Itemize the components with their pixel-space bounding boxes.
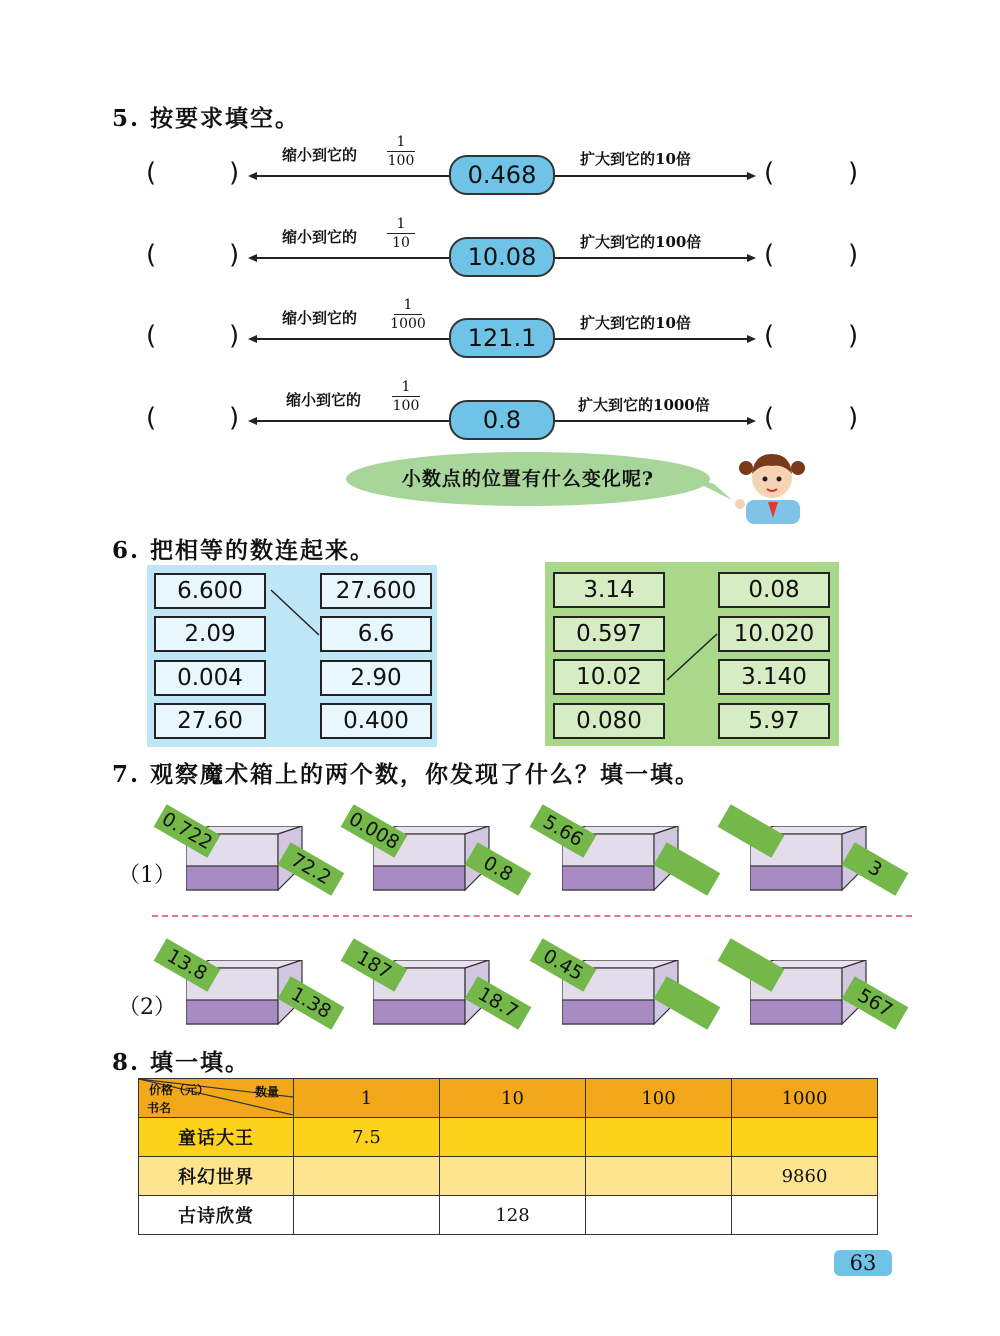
answer-paren-close: ) [229, 240, 240, 270]
answer-paren-close: ) [848, 403, 859, 433]
table-row [139, 1118, 878, 1157]
expand-label: 扩大到它的10倍 [580, 150, 691, 168]
corner-price-label: 价格（元） [149, 1083, 210, 1097]
shrink-label: 缩小到它的 [282, 228, 358, 246]
answer-paren-open: ( [764, 321, 775, 351]
book-name: 科幻世界 [139, 1157, 294, 1196]
input-tag: 5.66 [530, 804, 597, 858]
number-box[interactable]: 6.600 [154, 573, 266, 609]
number-box[interactable]: 0.400 [320, 703, 432, 739]
magic-box [157, 807, 335, 900]
fraction: 1 100 [387, 134, 415, 169]
corner-name-label: 书名 [147, 1101, 172, 1115]
arrow-line [256, 175, 450, 177]
arrow-line [256, 257, 450, 259]
connect-line [545, 562, 839, 746]
table-cell-blank[interactable] [586, 1157, 732, 1196]
shrink-label: 缩小到它的 [286, 391, 362, 409]
output-tag: 567 [842, 976, 909, 1030]
fraction: 1 1000 [390, 297, 426, 332]
magic-box [750, 826, 886, 900]
table-cell-blank[interactable] [294, 1196, 440, 1235]
table-cell-blank[interactable] [294, 1157, 440, 1196]
answer-paren-close: ) [848, 321, 859, 351]
girl-illustration [732, 446, 812, 524]
q8-heading: 8. 填一填。 [112, 1049, 251, 1076]
number-box[interactable]: 6.6 [320, 616, 432, 652]
arrow-line [555, 175, 747, 177]
corner-cell [139, 1079, 294, 1118]
magic-box [750, 960, 897, 1034]
output-tag: 72.2 [278, 842, 345, 896]
arrow-right-icon [747, 335, 756, 343]
arrow-line [555, 420, 747, 422]
answer-paren-open: ( [764, 403, 775, 433]
book-name: 童话大王 [139, 1118, 294, 1157]
q5-heading: 5. 按要求填空。 [112, 105, 301, 132]
arrow-line [555, 257, 747, 259]
number-box[interactable]: 10.020 [718, 616, 830, 652]
arrow-line [256, 338, 450, 340]
magic-box [539, 810, 686, 900]
number-box[interactable]: 0.004 [154, 660, 266, 696]
corner-qty-label: 数量 [255, 1085, 280, 1099]
magic-box [539, 944, 686, 1034]
value-oval: 121.1 [449, 318, 555, 358]
expand-label: 扩大到它的10倍 [580, 314, 691, 332]
answer-paren-open: ( [146, 158, 157, 188]
arrow-right-icon [747, 417, 756, 425]
answer-paren-open: ( [146, 321, 157, 351]
answer-paren-open: ( [146, 403, 157, 433]
row2-label: （2） [118, 995, 176, 1020]
answer-paren-close: ) [848, 240, 859, 270]
magic-box [344, 807, 517, 900]
number-box[interactable]: 0.080 [553, 703, 665, 739]
input-tag: 0.45 [530, 938, 597, 992]
input-tag: 0.008 [341, 804, 408, 858]
blue-panel [147, 565, 437, 747]
input-tag: 13.8 [154, 938, 221, 992]
output-tag: 18.7 [465, 976, 532, 1030]
q7-heading: 7. 观察魔术箱上的两个数，你发现了什么？填一填。 [112, 761, 701, 788]
fraction: 1 100 [392, 379, 420, 414]
number-box[interactable]: 3.140 [718, 659, 830, 695]
table-cell: 9860 [732, 1157, 878, 1196]
answer-paren-close: ) [229, 321, 240, 351]
shrink-label: 缩小到它的 [282, 309, 358, 327]
table-cell-blank[interactable] [732, 1118, 878, 1157]
input-tag: 187 [341, 938, 408, 992]
answer-paren-close: ) [229, 158, 240, 188]
answer-paren-open: ( [146, 240, 157, 270]
green-panel [545, 562, 839, 746]
fraction: 1 10 [381, 216, 421, 251]
value-oval: 10.08 [449, 237, 555, 277]
output-tag: 1.38 [278, 976, 345, 1030]
answer-paren-close: ) [848, 158, 859, 188]
price-table [138, 1078, 878, 1235]
number-box[interactable]: 27.600 [320, 573, 432, 609]
input-tag: 0.722 [154, 804, 221, 858]
shrink-label: 缩小到它的 [282, 146, 358, 164]
table-cell-blank[interactable] [440, 1157, 586, 1196]
book-name: 古诗欣赏 [139, 1196, 294, 1235]
magic-box [352, 946, 522, 1034]
table-row [139, 1157, 878, 1196]
table-row [139, 1196, 878, 1235]
arrow-line [555, 338, 747, 340]
row1-label: （1） [118, 863, 176, 888]
number-box[interactable]: 0.597 [553, 616, 665, 652]
speech-bubble: 小数点的位置有什么变化呢? [346, 452, 710, 506]
table-cell: 7.5 [294, 1118, 440, 1157]
column-header: 100 [586, 1079, 732, 1118]
number-box[interactable]: 2.09 [154, 616, 266, 652]
number-box[interactable]: 3.14 [553, 572, 665, 608]
table-cell: 128 [440, 1196, 586, 1235]
number-box[interactable]: 27.60 [154, 703, 266, 739]
answer-paren-open: ( [764, 158, 775, 188]
table-cell-blank[interactable] [586, 1196, 732, 1235]
arrow-right-icon [747, 172, 756, 180]
table-header-row [139, 1079, 878, 1118]
number-box[interactable]: 2.90 [320, 660, 432, 696]
answer-paren-open: ( [764, 240, 775, 270]
divider-dashed [152, 915, 912, 917]
column-header: 10 [440, 1079, 586, 1118]
expand-label: 扩大到它的1000倍 [578, 396, 710, 414]
number-box[interactable]: 5.97 [718, 703, 830, 739]
column-header: 1 [294, 1079, 440, 1118]
output-tag: 0.8 [465, 842, 532, 896]
arrow-line [256, 420, 450, 422]
table-cell-blank[interactable] [586, 1118, 732, 1157]
value-oval: 0.468 [449, 155, 555, 195]
q6-heading: 6. 把相等的数连起来。 [112, 537, 376, 564]
column-header: 1000 [732, 1079, 878, 1118]
value-oval: 0.8 [449, 400, 555, 440]
number-box[interactable]: 0.08 [718, 572, 830, 608]
page-number: 63 [834, 1250, 892, 1276]
number-box[interactable]: 10.02 [553, 659, 665, 695]
answer-paren-close: ) [229, 403, 240, 433]
magic-box [163, 944, 335, 1034]
arrow-right-icon [747, 254, 756, 262]
expand-label: 扩大到它的100倍 [580, 233, 702, 251]
table-cell-blank[interactable] [440, 1118, 586, 1157]
connect-line [147, 565, 437, 747]
table-cell-blank[interactable] [732, 1196, 878, 1235]
output-tag: 3 [842, 842, 909, 896]
